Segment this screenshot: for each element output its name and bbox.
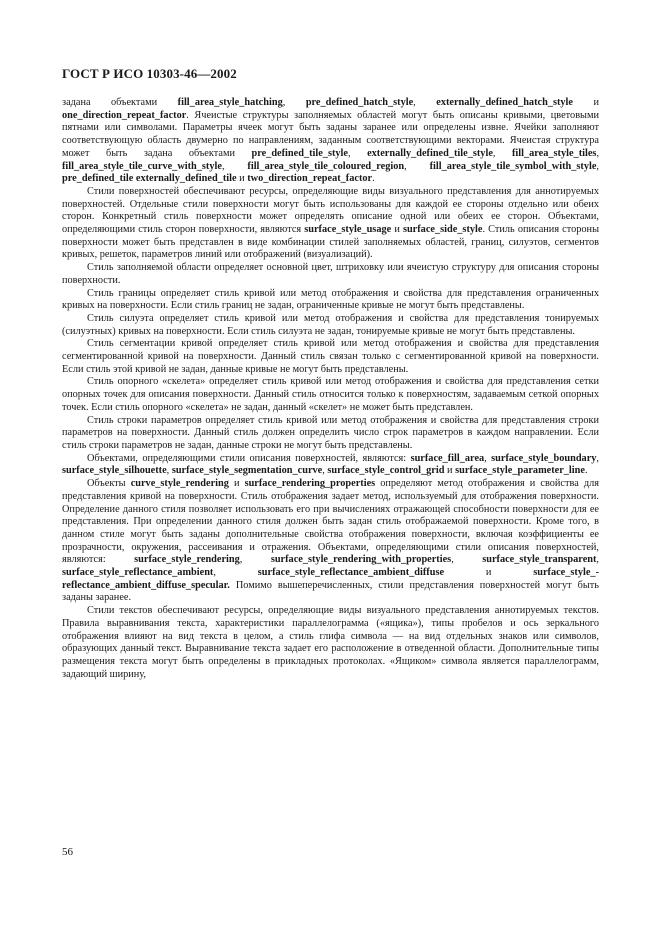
text-run: Помимо вышеперечисленных, стили представления поверхностей могут быть заданы заранее. [62,579,599,604]
identifier-term: externally_defined_tile [135,173,237,185]
text-run: Стиль заполняемой области определяет основной цвет, штриховку или ячеистую структуру для описания стороны поверхности. [62,262,599,286]
identifier-term: curve_style_rendering [130,478,229,490]
text-run: Стиль сегментации кривой определяет стиль кривой или метод отображения и свойства для представления сегментированной кривой на поверхности. Данный стиль связан только с сегментированной кривой на поверхности. Если стиль этой кривой не задан, данные кривые не могут быть представлены. [62,338,599,375]
text-run: , [322,465,328,477]
text-run: Объекты [87,478,131,490]
identifier-term: surface_fill_area [410,452,485,464]
identifier-term: surface_style_segmentation_curve [171,465,323,477]
text-run: Стиль строки параметров определяет стиль кривой или метод отображения и свойства для представления строки параметров на поверхности. Данный стиль должен определить число строк параметров в каждом направлении. Если стиль строки параметров не задан, данные строки не могут быть представлены. [62,414,599,451]
text-run: Стили текстов обеспечивают ресурсы, определяющие виды визуального представления аннотируемых текстов. Правила выравнивания текста, характеристики параллелограмма («ящика»), типы пробелов и ось зеркального отображения влияют на вид текста в целом, а стиль глифа символа — на вид отдельных знаков или символов, образующих данный текст. Выравнивание текста задает его расположение в отведенной области. Дополнительные типы размещения текста могут быть определены в прикладных протоколах. «Ящиком» символа является параллелограмм, задающий ширину, [62,605,599,680]
identifier-term: surface_style_rendering [134,554,240,566]
text-run: . Стиль описания стороны поверхности может быть представлен в виде комбинации стилей заполняемых областей, границ, силуэтов, сегментов кривых, решеток, параметров линий или отображений (визуализаций). [62,224,599,261]
identifier-term: surface_style_parameter_line [455,465,585,477]
text-run: определяют метод отображения и свойства для представления кривой на поверхности. Стиль отображения задает метод, используемый для отображения поверхности. Определение данного стиля позволяет использовать его при вычислениях отражающей способности поверхности для ее представления. При определении данного стиля должен быть задан стиль отображаемой поверхности. Кроме того, в данном стиле могут быть заданы дополнительные свойства отображения поверхности, включая коэффициенты ее прозрачности, окружения, рассеивания и отражения. Объектами, определяющими стили описания поверхностей, являются: [62,478,599,566]
identifier-term: surface_side_style [402,224,483,236]
text-run: , [596,452,599,464]
text-run: , [484,452,492,464]
text-run: , [596,160,599,172]
identifier-term: surface_rendering_properties [244,478,376,490]
identifier-term: externally_defined_tile_style [367,147,493,159]
paragraph [62,605,599,681]
identifier-term: pre_defined_tile_style [251,147,348,159]
paragraph [62,478,599,605]
paragraph [62,288,599,313]
text-run: и [228,478,245,490]
text-run: Стиль опорного «скелета» определяет стиль кривой или метод отображения и свойства для представления сетки опорных точек для описания поверхности. Данный стиль относится только к поверхностям, задаваемым сеткой опорных точек. Если стиль опорного «скелета» не задан, данный «скелет» не может быть представлен. [62,376,599,413]
paragraph [62,97,599,186]
text-run: , [282,97,306,108]
text-run: , [347,147,368,159]
identifier-term: surface_style_reflectance_ambient_diffuse [257,567,445,579]
text-run: , [596,554,599,566]
text-run: задана объектами [62,97,178,108]
identifier-term: fill_area_style_tile_symbol_with_style [429,160,597,172]
identifier-term: fill_area_style_tile_coloured_region [247,160,405,172]
text-run: . Ячеистые структуры заполняемых областей могут быть описаны кривыми, цветовыми пятнами или символами. Параметры ячеек могут быть заданы заранее или определены извне. Ячейки заполняют соответствующую область двумерно по направлениям, заданным соответствующими векторами. Ячеистая структура может быть задана объектами [62,109,599,159]
identifier-term: surface_style_usage [304,224,392,236]
text-run: Стиль границы определяет стиль кривой или метод отображения и свойства для представления ограниченных кривых на поверхности. Если стиль границ не задан, ограниченные кривые не могут быть представлены. [62,287,599,312]
text-run: и [236,173,248,185]
page-header-title: ГОСТ Р ИСО 10303-46—2002 [62,66,237,81]
paragraph [62,415,599,453]
text-run: и [444,465,456,477]
identifier-term: surface_style_boundary [491,452,597,464]
identifier-term: pre_defined_hatch_style [305,97,414,108]
text-run: , [221,160,248,172]
identifier-term: fill_area_style_tiles [511,147,597,159]
page-number: 56 [62,846,73,858]
identifier-term: externally_defined_hatch_style [436,97,573,108]
identifier-term: fill_area_style_tile_curve_with_style [62,160,222,172]
text-run: Объектами, определяющими стили описания поверхностей, являются: [87,452,411,464]
text-run: , [492,147,512,159]
paragraph [62,338,599,376]
identifier-term: surface_style_silhouette [62,465,167,477]
text-run: , [596,147,600,159]
identifier-term: surface_style_reflectance_ambient [62,567,214,579]
paragraph [62,453,599,478]
text-run: Стиль силуэта определяет стиль кривой или метод отображения и свойства для представления тонируемых (силуэтных) кривых на поверхности. Если стиль силуэта не задан, тонируемые кривые не могут быть представлены. [62,312,599,337]
identifier-term: two_direction_repeat_factor [247,173,373,185]
text-run: . [584,465,588,477]
text-run: , [413,97,437,108]
text-run: и [391,224,403,236]
text-run: Стили поверхностей обеспечивают ресурсы, определяющие виды визуального представления для аннотируемых поверхностей. Отдельные стили поверхности могут быть использованы для каждой ее стороны отдельно или обеих сторон. Конкретный стиль поверхности может определять описание одной или обеих ее сторон. Объектами, определяющими стиль сторон поверхности, являются [62,185,599,236]
identifier-term: surface_style_transparent [482,554,597,566]
text-run: , [166,465,172,477]
identifier-term: surface_style_rendering_with_properties [270,554,452,566]
text-run: , [213,567,258,579]
identifier-term: pre_defined_tile [62,173,134,185]
text-run: и [444,567,534,579]
text-run: . [372,173,375,185]
identifier-term: surface_style_-reflectance_ambient_diffuse_specular. [62,567,599,591]
identifier-term: surface_style_control_grid [327,465,445,477]
paragraph [62,376,599,414]
paragraph [62,262,599,287]
paragraph [62,313,599,338]
text-run: , [239,554,271,566]
identifier-term: fill_area_style_hatching [177,97,283,108]
document-body [62,97,599,681]
identifier-term: one_direction_repeat_factor [62,109,187,121]
text-run: , [404,160,430,172]
paragraph [62,186,599,262]
text-run: , [451,554,483,566]
text-run: и [572,97,600,108]
